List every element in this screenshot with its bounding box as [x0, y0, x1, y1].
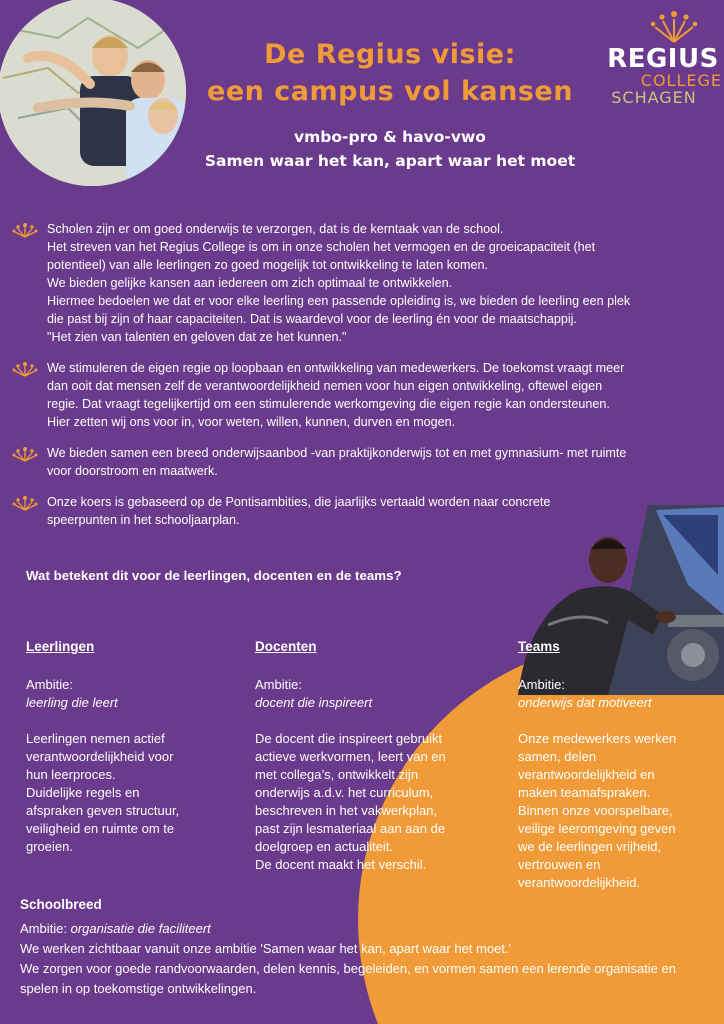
title-line-2: een campus vol kansen [207, 76, 573, 107]
column-docenten [255, 638, 470, 874]
ambitie-label: Ambitie: [20, 921, 67, 936]
body-line: hun leerproces. [26, 767, 116, 782]
body-line: Binnen onze voorspelbare, [518, 803, 673, 818]
body-line: beschreven in het vakwerkplan, [255, 803, 438, 818]
bullet-text [47, 359, 697, 431]
logo-college-text: COLLEGE [640, 71, 722, 90]
bullet-line: die past bij zijn of haar capaciteiten. Dat is waardevol voor de leerling én voor de maatschappij. [47, 312, 577, 326]
ambitie-label: Ambitie: [518, 677, 565, 692]
body-line: De docent die inspireert gebruikt [255, 731, 443, 746]
body-line: verantwoordelijkheid. [518, 875, 641, 890]
bullet-text [47, 220, 697, 346]
bullet-line: Onze koers is gebaseerd op de Pontisambities, die jaarlijks vertaald worden naar concrete [47, 495, 551, 509]
body-line: maken teamafspraken. [518, 785, 651, 800]
students-photo [0, 0, 186, 186]
schoolbreed-section [20, 895, 710, 999]
column-heading: Docenten [255, 639, 317, 654]
body-line: samen, delen [518, 749, 597, 764]
bullet-line: potentieel) van alle leerlingen zo goed mogelijk tot ontwikkeling te laten komen. [47, 258, 489, 272]
page-title [190, 36, 590, 110]
bullet-line: speerpunten in het schooljaarplan. [47, 513, 240, 527]
body-line: actieve werkvormen, leert van en [255, 749, 446, 764]
section-question: Wat betekent dit voor de leerlingen, docenten en de teams? [26, 568, 402, 583]
body-line: verantwoordelijkheid voor [26, 749, 174, 764]
schoolbreed-line: We zorgen voor goede randvoorwaarden, delen kennis, begeleiden, en vormen samen een lerende organisatie en [20, 961, 676, 976]
ambitie-label: Ambitie: [255, 677, 302, 692]
body-line: Onze medewerkers werken [518, 731, 677, 746]
column-heading: Teams [518, 639, 560, 654]
sparkle-icon [12, 446, 38, 462]
schoolbreed-line: spelen in op toekomstige ontwikkelingen. [20, 981, 257, 996]
schoolbreed-ambitie [20, 919, 710, 939]
bullet-text [47, 444, 697, 480]
body-line: past zijn lesmateriaal aan aan de [255, 821, 446, 836]
subtitle-line-2: Samen waar het kan, apart waar het moet [204, 152, 576, 170]
column-heading: Leerlingen [26, 639, 95, 654]
bullet-line: "Het zien van talenten en geloven dat ze het kunnen." [47, 330, 347, 344]
column-body [26, 730, 241, 856]
schoolbreed-heading: Schoolbreed [20, 897, 102, 912]
body-line: veiligheid en ruimte om te [26, 821, 175, 836]
ambitie-value: leerling die leert [26, 695, 118, 710]
body-line: Duidelijke regels en [26, 785, 140, 800]
bullet-text [47, 493, 697, 529]
body-line: veilige leeromgeving geven [518, 821, 676, 836]
subtitle-line-1: vmbo-pro & havo-vwo [294, 128, 486, 146]
bullet-line: dan ooit dat mensen zelf de verantwoordelijkheid nemen voor hun eigen ontwikkeling, oftewel eigen [47, 379, 603, 393]
ambitie-value: organisatie die faciliteert [70, 921, 211, 936]
regius-college-logo [604, 10, 722, 114]
logo-regius-text: REGIUS [607, 44, 719, 74]
page-subtitle [190, 125, 590, 173]
column-body [518, 730, 708, 892]
bullet-line: We bieden gelijke kansen aan iedereen om zich optimaal te ontwikkelen. [47, 276, 453, 290]
column-leerlingen [26, 638, 241, 856]
body-line: Leerlingen nemen actief [26, 731, 165, 746]
bullet-line: We bieden samen een breed onderwijsaanbod -van praktijkonderwijs tot en met gymnasium- met ruimte [47, 446, 627, 460]
body-line: vertrouwen en [518, 857, 601, 872]
logo-burst-icon [644, 10, 704, 44]
body-line: onderwijs a.d.v. het curriculum, [255, 785, 434, 800]
body-line: afspraken geven structuur, [26, 803, 180, 818]
bullet-line: Hier zetten wij ons voor in, voor weten, willen, kunnen, durven en mogen. [47, 415, 456, 429]
body-line: we de leerlingen vrijheid, [518, 839, 662, 854]
bullet-line: We stimuleren de eigen regie op loopbaan en ontwikkeling van medewerkers. De toekomst vraagt meer [47, 361, 625, 375]
bullet-line: regie. Dat vraagt tegelijkertijd om een stimulerende werkomgeving die eigen regie kan ondersteunen. [47, 397, 610, 411]
bullet-line: Het streven van het Regius College is om in onze scholen het vermogen en de groeicapaciteit (het [47, 240, 596, 254]
sparkle-icon [12, 361, 38, 377]
ambitie-value: docent die inspireert [255, 695, 373, 710]
sparkle-icon [12, 222, 38, 238]
title-line-1: De Regius visie: [264, 39, 516, 70]
column-body [255, 730, 470, 874]
bullet-line: Scholen zijn er om goed onderwijs te verzorgen, dat is de kerntaak van de school. [47, 222, 504, 236]
body-line: verantwoordelijkheid en [518, 767, 655, 782]
sparkle-icon [12, 495, 38, 511]
logo-schagen-text: SCHAGEN [611, 88, 697, 107]
body-line: groeien. [26, 839, 73, 854]
schoolbreed-line: We werken zichtbaar vanuit onze ambitie 'Samen waar het kan, apart waar het moet.' [20, 941, 512, 956]
body-line: met collega’s, ontwikkelt zijn [255, 767, 419, 782]
ambitie-value: onderwijs dat motiveert [518, 695, 652, 710]
body-line: doelgroep en actualiteit. [255, 839, 394, 854]
column-teams [518, 638, 708, 892]
bullet-line: Hiermee bedoelen we dat er voor elke leerling een passende opleiding is, we bieden de leerling een plek [47, 294, 631, 308]
body-line: De docent maakt het verschil. [255, 857, 427, 872]
ambitie-label: Ambitie: [26, 677, 73, 692]
bullet-line: voor doorstroom en maatwerk. [47, 464, 218, 478]
